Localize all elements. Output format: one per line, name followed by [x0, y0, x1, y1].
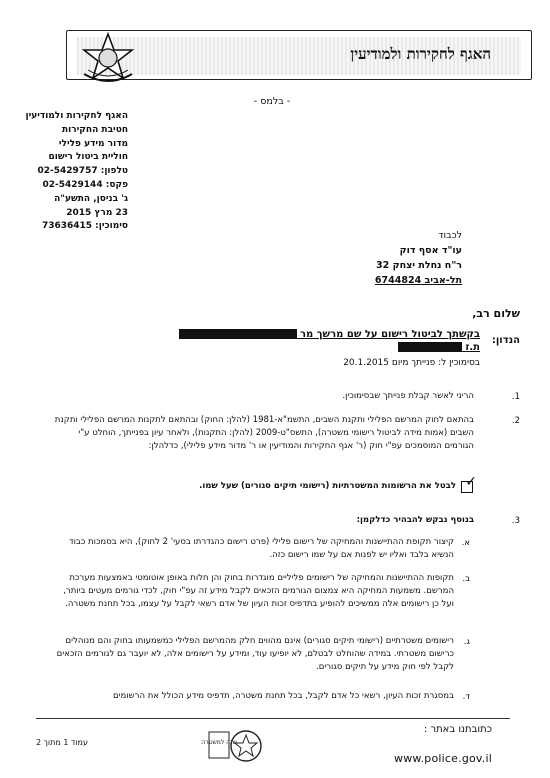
greeting: שלום רב,	[472, 307, 520, 320]
recipient-name: עו"ד אסף דוק	[399, 245, 462, 256]
cancel-decision-text: לבטל את הרשומות המשטרתיות (רישומי תיקים סגורים) שעל שמו.	[199, 481, 456, 491]
footer-divider	[36, 718, 510, 719]
recipient-to-label: לכבוד	[438, 230, 462, 241]
sub-item-letter: ב.	[462, 574, 470, 584]
recipient-city: תל-אביב 6744824	[374, 275, 462, 286]
recipient-street: ר"ח נחלת יצחק 32	[376, 260, 462, 271]
sender-fax: פקס: 02-5429144	[42, 179, 128, 190]
item-number: 1.	[511, 392, 520, 402]
sub-item-letter: ד.	[462, 692, 470, 702]
sender-phone: טלפון: 02-5429757	[37, 166, 128, 177]
gregorian-date: 23 מרץ 2015	[66, 207, 128, 218]
hebrew-date: ג' בניסן, התשע"ה	[54, 193, 128, 204]
subject-line-2	[140, 342, 480, 353]
checkmark-icon: ✓	[465, 474, 477, 490]
item-3-text: בנוסף נבקש להבהיר כדלקמן:	[356, 515, 474, 525]
subject-line-1	[140, 329, 480, 340]
recipient-block	[282, 228, 462, 288]
banner-title: האגף לחקירות ולמודיעין	[350, 45, 491, 63]
sub-item-letter: ג.	[463, 637, 470, 647]
website-link[interactable]: www.police.gov.il	[394, 752, 492, 765]
item-2-text: בהתאם לחוק המרשם הפלילי ותקנת השבים, התשמ"א-1981 (להלן: החוק) ובהתאם לתקנות המרשם הפלילי ותקנת השבים (אמות מידה לביטול רישומי משטרה), התשס"ט-2009 (להלן: התקנות), ולאחר עיון בפנייתך, הוחלט ע"י הגורמים המוסמכים עפ"י חוק (ר' אגף החקירות והמודיעין או ר' מדור מידע פלילי), כדלהלן:	[54, 415, 474, 451]
sub-item-a-text: קיצור תקופת ההתיישנות והמחיקה של רישום פלילי (פרט רישום כהגדרתו בסעי' 2 לחוק), היא בסמכות כבוד הנשיא בלבד ואליו יש לפנות אם על שמו רישום כזה.	[68, 537, 454, 560]
item-number: 2.	[511, 416, 520, 426]
subject-id-label: ת.ז	[465, 342, 480, 353]
police-anniversary-logo-icon	[201, 722, 264, 766]
item-number: 3.	[511, 516, 520, 526]
cancel-decision	[56, 480, 456, 493]
subject-text: בקשתך לביטול רישום על שם מרשך מר	[300, 329, 480, 340]
sub-item-c-text: רישומים משטרתיים (רישומי תיקים סגורים) אינם מהווים חלק מהמרשם הפלילי כמשמעותו בחוק והם מנוהלים כרישום משטרתי. במידה שהוחלט לבטלם, לא יופיעו עוד, ומידע על רישומים אלה, לא יועבר גם לגורמים הזכאים לקבל לפי חוק מידע על תיקים סגורים.	[56, 636, 454, 672]
sub-item-b-text: תקופות ההתיישנות והמחיקה של רישומים פליליים מוגדרות בחוק והן חלות באופן אוטומטי באמצעות מערכת המרשם. משמעות המחיקה היא צמצום הגורמים הזכאים לקבל מידע זה עפ"י חוק, לכדי גורמים מעטים ביותר, ועל כן רישומים אלה ממשיכים להופיע בתדפיס זכות העיון של אדם רשאי לקבל על עצמו, בכל תחנת משטרה.	[63, 573, 454, 609]
sub-item-letter: א.	[461, 538, 470, 548]
subject-label: הנדון:	[491, 335, 520, 346]
footer-visit-label: כתובתנו באתר :	[423, 724, 492, 735]
sender-line: האגף לחקירות ולמודיעין	[25, 111, 128, 121]
redaction-bar	[179, 329, 297, 339]
classification-mark: - בלמס -	[253, 96, 291, 107]
police-emblem-icon	[78, 30, 138, 86]
sender-block	[25, 110, 128, 234]
reference-number: סימוכין: 73636415	[41, 221, 128, 232]
redaction-bar	[398, 342, 462, 352]
logo-text: שנה למשטרה	[201, 739, 237, 746]
subject-reference: בסימוכין ל: פנייתך מיום 20.1.2015	[343, 358, 480, 368]
sub-item-d-text: במסגרת זכות העיון, רשאי כל אדם לקבל, בכל תחנת משטרה, תדפיס מידע הכולל את הרשומים	[113, 691, 454, 701]
sender-line: מדור מידע פלילי	[58, 138, 128, 149]
sender-line: חטיבת החקירות	[61, 124, 128, 135]
item-1-text: הריני לאשר קבלת פנייתך שבסימוכין.	[342, 391, 474, 401]
page-number: עמוד 1 מתוך 2	[36, 738, 88, 747]
sender-line: חוליית ביטול רישום	[48, 152, 128, 163]
